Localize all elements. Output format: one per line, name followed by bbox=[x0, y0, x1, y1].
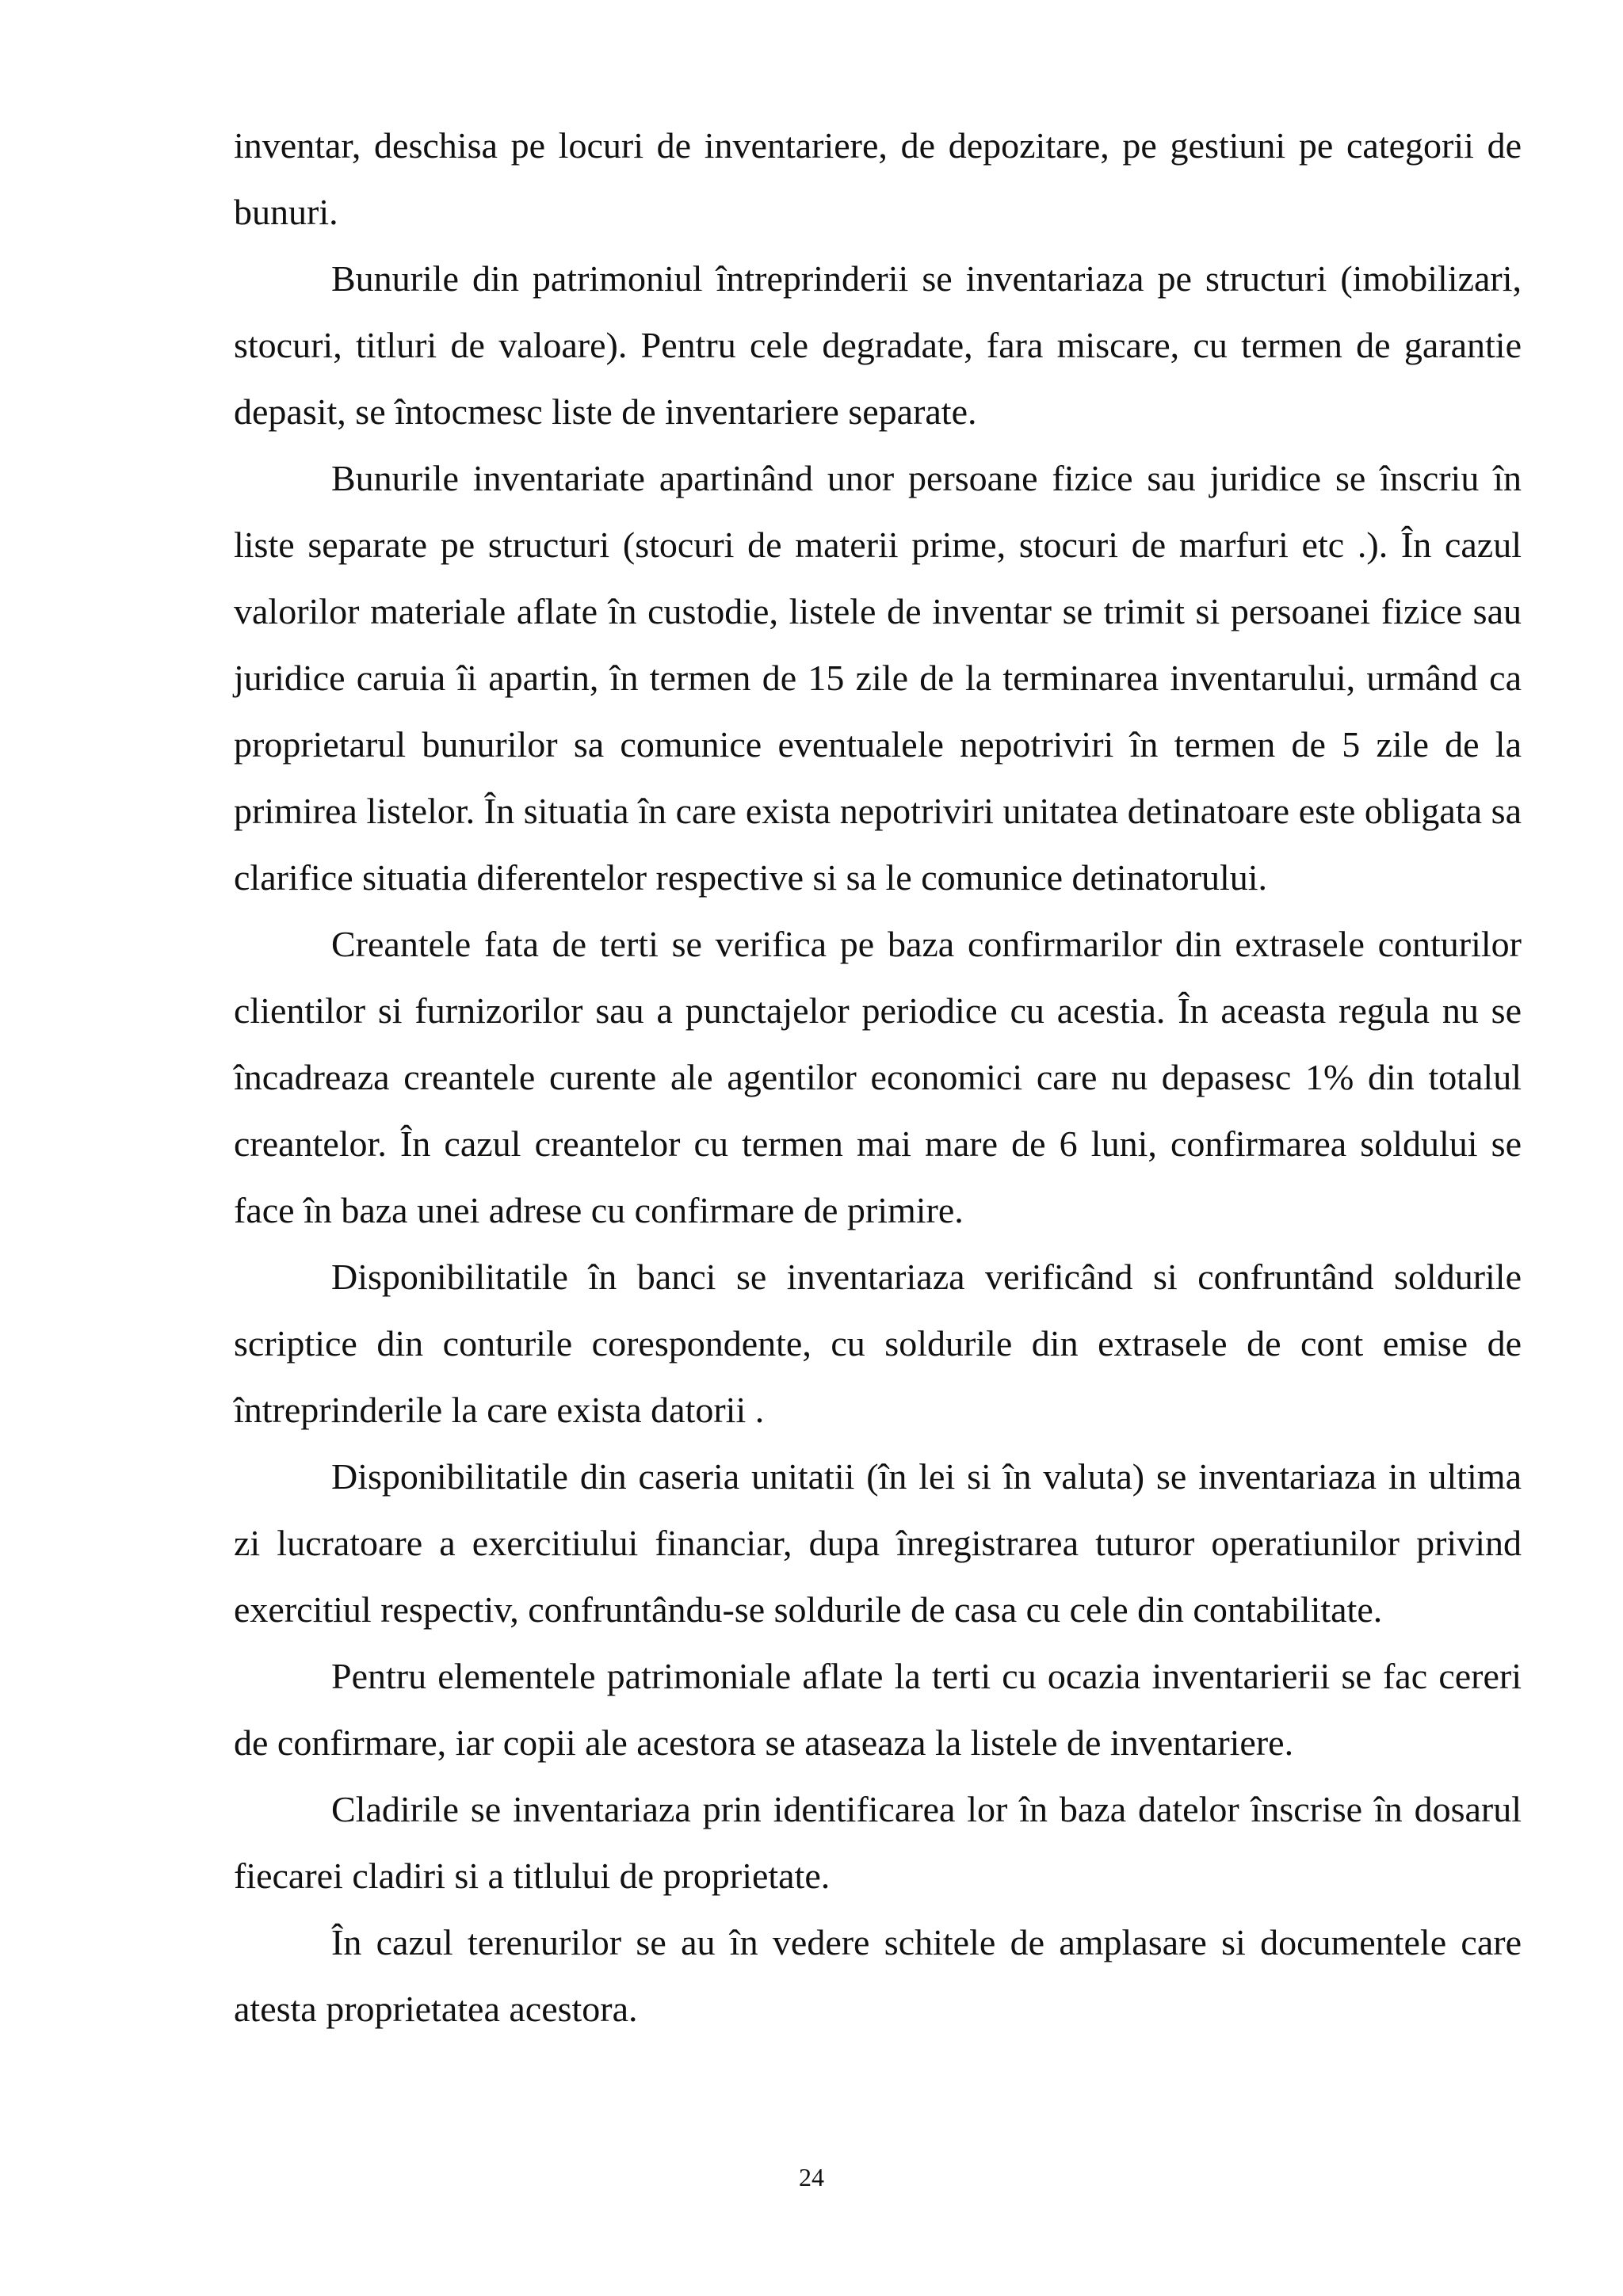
paragraph-3: Bunurile inventariate apartinând unor persoane fizice sau juridice se înscriu în liste separate pe structuri (stocuri de materii prime, stocuri de marfuri etc .). În cazul valorilor materiale aflate în custodie, listele de inventar se trimit si persoanei fizice sau juridice caruia îi apartin, în termen de 15 zile de la terminarea inventarului, urmând ca proprietarul bunurilor sa comunice eventualele nepotriviri în termen de 5 zile de la primirea listelor. În situatia în care exista nepotriviri unitatea detinatoare este obligata sa clarifice situatia diferentelor respective si sa le comunice detinatorului. bbox=[234, 458, 1522, 898]
paragraph-7: Pentru elementele patrimoniale aflate la terti cu ocazia inventarierii se fac cereri de confirmare, iar copii ale acestora se ataseaza la listele de inventariere. bbox=[234, 1656, 1522, 1763]
paragraph-5: Disponibilitatile în banci se inventariaza verificând si confruntând soldurile scriptice din conturile corespondente, cu soldurile din extrasele de cont emise de întreprinderile la care exista datorii . bbox=[234, 1257, 1522, 1430]
paragraph-1: inventar, deschisa pe locuri de inventariere, de depozitare, pe gestiuni pe categorii de bunuri. bbox=[234, 125, 1522, 232]
page-number: 24 bbox=[799, 2163, 824, 2191]
document-body bbox=[234, 113, 1522, 2042]
paragraph-4: Creantele fata de terti se verifica pe baza confirmarilor din extrasele conturilor clientilor si furnizorilor sau a punctajelor periodice cu acestia. În aceasta regula nu se încadreaza creantele curente ale agentilor economici care nu depasesc 1% din totalul creantelor. În cazul creantelor cu termen mai mare de 6 luni, confirmarea soldului se face în baza unei adrese cu confirmare de primire. bbox=[234, 924, 1522, 1230]
paragraph-6: Disponibilitatile din caseria unitatii (în lei si în valuta) se inventariaza in ultima zi lucratoare a exercitiului financiar, dupa înregistrarea tuturor operatiunilor privind exercitiul respectiv, confruntându-se soldurile de casa cu cele din contabilitate. bbox=[234, 1456, 1522, 1630]
paragraph-2: Bunurile din patrimoniul întreprinderii se inventariaza pe structuri (imobilizari, stocuri, titluri de valoare). Pentru cele degradate, fara miscare, cu termen de garantie depasit, se întocmesc liste de inventariere separate. bbox=[234, 258, 1522, 432]
paragraph-8: Cladirile se inventariaza prin identificarea lor în baza datelor înscrise în dosarul fiecarei cladiri si a titlului de proprietate. bbox=[234, 1789, 1522, 1896]
paragraph-9: În cazul terenurilor se au în vedere schitele de amplasare si documentele care atesta proprietatea acestora. bbox=[234, 1922, 1522, 2029]
